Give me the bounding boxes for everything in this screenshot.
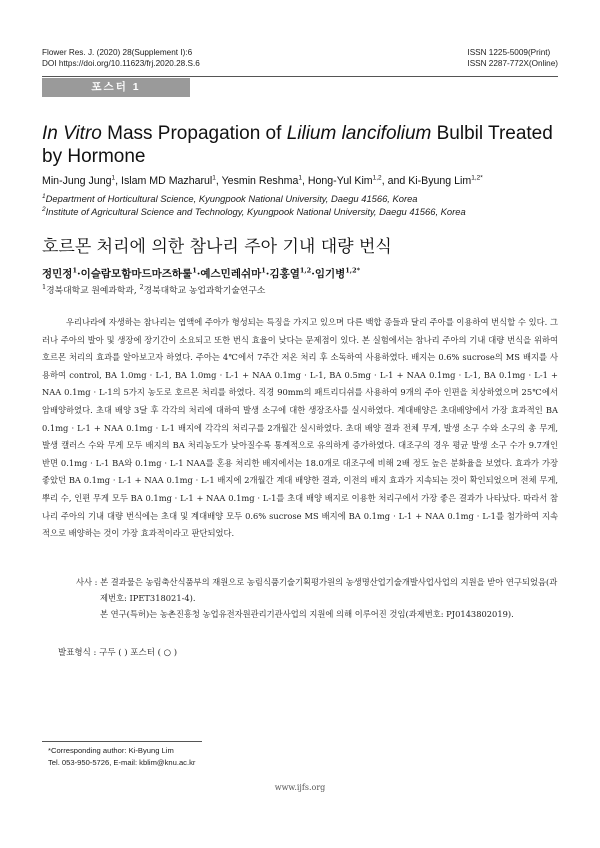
author-en: Ki-Byung Lim: [408, 175, 472, 187]
author-sup: 1: [298, 174, 302, 182]
journal-header-right: [467, 47, 558, 69]
affiliation-sup: 2: [139, 283, 144, 292]
author-en-and: and: [387, 175, 406, 187]
header-rule: [42, 76, 558, 77]
author-sup: 1,2*: [345, 266, 360, 275]
author-ko: 이슬람모함마드마즈하룰: [80, 268, 193, 280]
author-en: Hong-Yul Kim: [307, 175, 373, 187]
author-sup: 1: [111, 174, 116, 182]
ack-line-2: 본 연구(특허)는 농촌진흥청 농업유전자원관리기관사업의 지원에 의해 이루어진 것임(과제번호: PJ0143802019).: [100, 609, 514, 619]
affiliations-ko: [42, 285, 558, 297]
journal-citation: Flower Res. J. (2020) 28(Supplement I):6: [42, 48, 193, 57]
issn-online: ISSN 2287-772X(Online): [467, 59, 558, 68]
ack-text-1: 본 결과물은 농림축산식품부의 재원으로 농림식품기술기획평가원의 농생명산업기술개발사업사업의 지원을 받아 연구되었음(과제번호: IPET318021-4).: [100, 577, 558, 603]
author-sup: 1: [192, 266, 197, 275]
authors-en: Min-Jung Jung$^1$, Islam MD Mazharul$^1$, Yesmin Reshma$^1$, Hong-Yul Kim$^{1,2}$, and Ki-Byung Lim$^{1,2*}$: [42, 174, 483, 187]
author-sup: 1,2: [299, 266, 312, 275]
author-en: Islam MD Mazharul: [121, 175, 213, 187]
ack-line-1: [76, 574, 558, 606]
paper-title-ko: 호르몬 처리에 의한 참나리 주아 기내 대량 번식: [42, 237, 392, 257]
contact-info[interactable]: Tel. 053-950-5726, E-mail: kblim@knu.ac.kr: [48, 758, 196, 767]
presentation-type: 발표형식 : 구두 ( ) 포스터 ( ○ ): [58, 648, 178, 658]
author-sup: 1: [72, 266, 77, 275]
author-sup: 1: [212, 174, 216, 182]
doi-line[interactable]: DOI https://doi.org/10.11623/frj.2020.28.S.6: [42, 59, 200, 68]
affiliation-sup: 1: [42, 192, 46, 200]
author-ko: 김홍열: [269, 268, 300, 280]
affiliation-sup: 1: [42, 283, 47, 292]
title-italic-in-vitro: In Vitro: [42, 123, 102, 144]
section-label: 포스터 1: [42, 78, 190, 97]
author-sup: 1,2*: [471, 174, 483, 182]
affiliation-text: 경북대학교 원예과학과,: [46, 286, 137, 296]
issn-print: ISSN 1225-5009(Print): [467, 48, 551, 57]
journal-header-left: [42, 47, 200, 69]
affiliation-en-2: [42, 206, 558, 219]
author-ko: 임기병: [314, 268, 346, 280]
footnote-rule: [42, 741, 202, 742]
affiliation-en-1: [42, 193, 558, 206]
title-text-1: Mass Propagation of: [101, 123, 287, 144]
author-en: Min-Jung Jung: [42, 175, 112, 187]
corresponding-author: *Corresponding author: Ki-Byung Lim: [48, 746, 174, 755]
footer-url[interactable]: www.ijfs.org: [274, 783, 326, 792]
title-italic-species: Lilium lancifolium: [286, 123, 432, 144]
affiliation-text: Department of Horticultural Science, Kyungpook National University, Daegu 41566, Korea: [45, 193, 418, 204]
acknowledgement: [76, 574, 558, 622]
abstract-body: 우리나라에 자생하는 참나리는 엽액에 주아가 형성되는 특징을 가지고 있으며 다른 백합 종들과 달리 주아를 이용하여 번식할 수 있다. 그러나 주아의 발아 및 생장에 장기간이 소요되고 또한 번식 효율이 낮다는 문제점이 있다. 본 실험에서는 참나리 주아의 기내 대량 번식을 위하여 호르몬 처리의 효과를 알아보고자 하였다. 주아는 4℃에서 7주간 저온 처리 후 소독하여 사용하였다. 배지는 0.6% sucrose의 MS 배지를 사용하여 control, BA 1.0mg · L-1, BA 1.0mg · L-1 + NAA 0.1mg · L-1, BA 0.5mg · L-1 + NAA 0.1mg · L-1, BA 0.1mg · L-1 + NAA 0.1mg · L-1의 5가지 농도로 호르몬 처리를 하였다. 직경 90mm의 패트리디쉬를 사용하여 9개의 주아 인편을 치상하였으며 25℃에서 암배양하였다. 초대 배양 3달 후 각각의 처리에 대하여 발생 소구에 대한 생장조사를 실시하였다. 계대배양은 초대배양에서 가장 효과적인 BA 0.1mg · L-1 + NAA 0.1mg · L-1 배지에 각각의 처리구를 2개월간 실시하였다. 초대 배양 결과 전체 무게, 발생 소구 수와 소구의 총 무게, 발생 캘러스 수와 무게 모두 배지의 BA 처리농도가 낮아질수록 통계적으로 유의하게 증가하였다. 대조구의 경우 평균 발생 소구 수가 9.7개인 반면 0.1mg · L-1 BA와 0.1mg · L-1 NAA를 혼용 처리한 배지에서는 18.0개로 대조구에 비해 2배 정도 높은 분화율을 보였다. 효과가 가장 좋았던 BA 0.1mg · L-1 + NAA 0.1mg · L-1 배지에 2개월간 계대 배양한 결과, 이전의 배지 효과가 지속되는 것이 확인되었으며 전체 무게, 뿌리 수, 인편 무게 모두 BA 0.1mg · L-1 + NAA 0.1mg · L-1를 초대 배양 배지로 이용한 처리구에서 가장 좋은 결과가 나타났다. 따라서 참나리 주아의 기내 대량 번식에는 초대 및 계대배양 모두 0.6% sucrose MS 배지에 BA 0.1mg · L-1 + NAA 0.1mg · L-1를 첨가하여 지속적으로 배양하는 것이 가장 효과적이라고 판단되었다.: [42, 317, 558, 539]
author-sup: 1: [261, 266, 266, 275]
ack-label: 사사 :: [76, 577, 98, 587]
authors-ko: 정민정$^1$·이슬람모함마드마즈하룰$^1$·예스민레쉬마$^1$·김홍열$^{1,2}$·임기병$^{1,2*}$: [42, 266, 360, 280]
author-sup: 1,2: [372, 174, 382, 182]
title-text-2: Bulbil Treated by Hormone: [42, 123, 553, 167]
author-en: Yesmin Reshma: [221, 175, 299, 187]
affiliation-text: Institute of Agricultural Science and Technology, Kyungpook National University, Daegu 41566, Korea: [45, 206, 466, 217]
affiliation-text: 경북대학교 농업과학기술연구소: [143, 286, 266, 296]
affiliation-sup: 2: [42, 205, 46, 213]
author-ko: 정민정: [42, 268, 73, 280]
paper-title-en: [42, 122, 558, 168]
author-ko: 예스민레쉬마: [200, 268, 262, 280]
